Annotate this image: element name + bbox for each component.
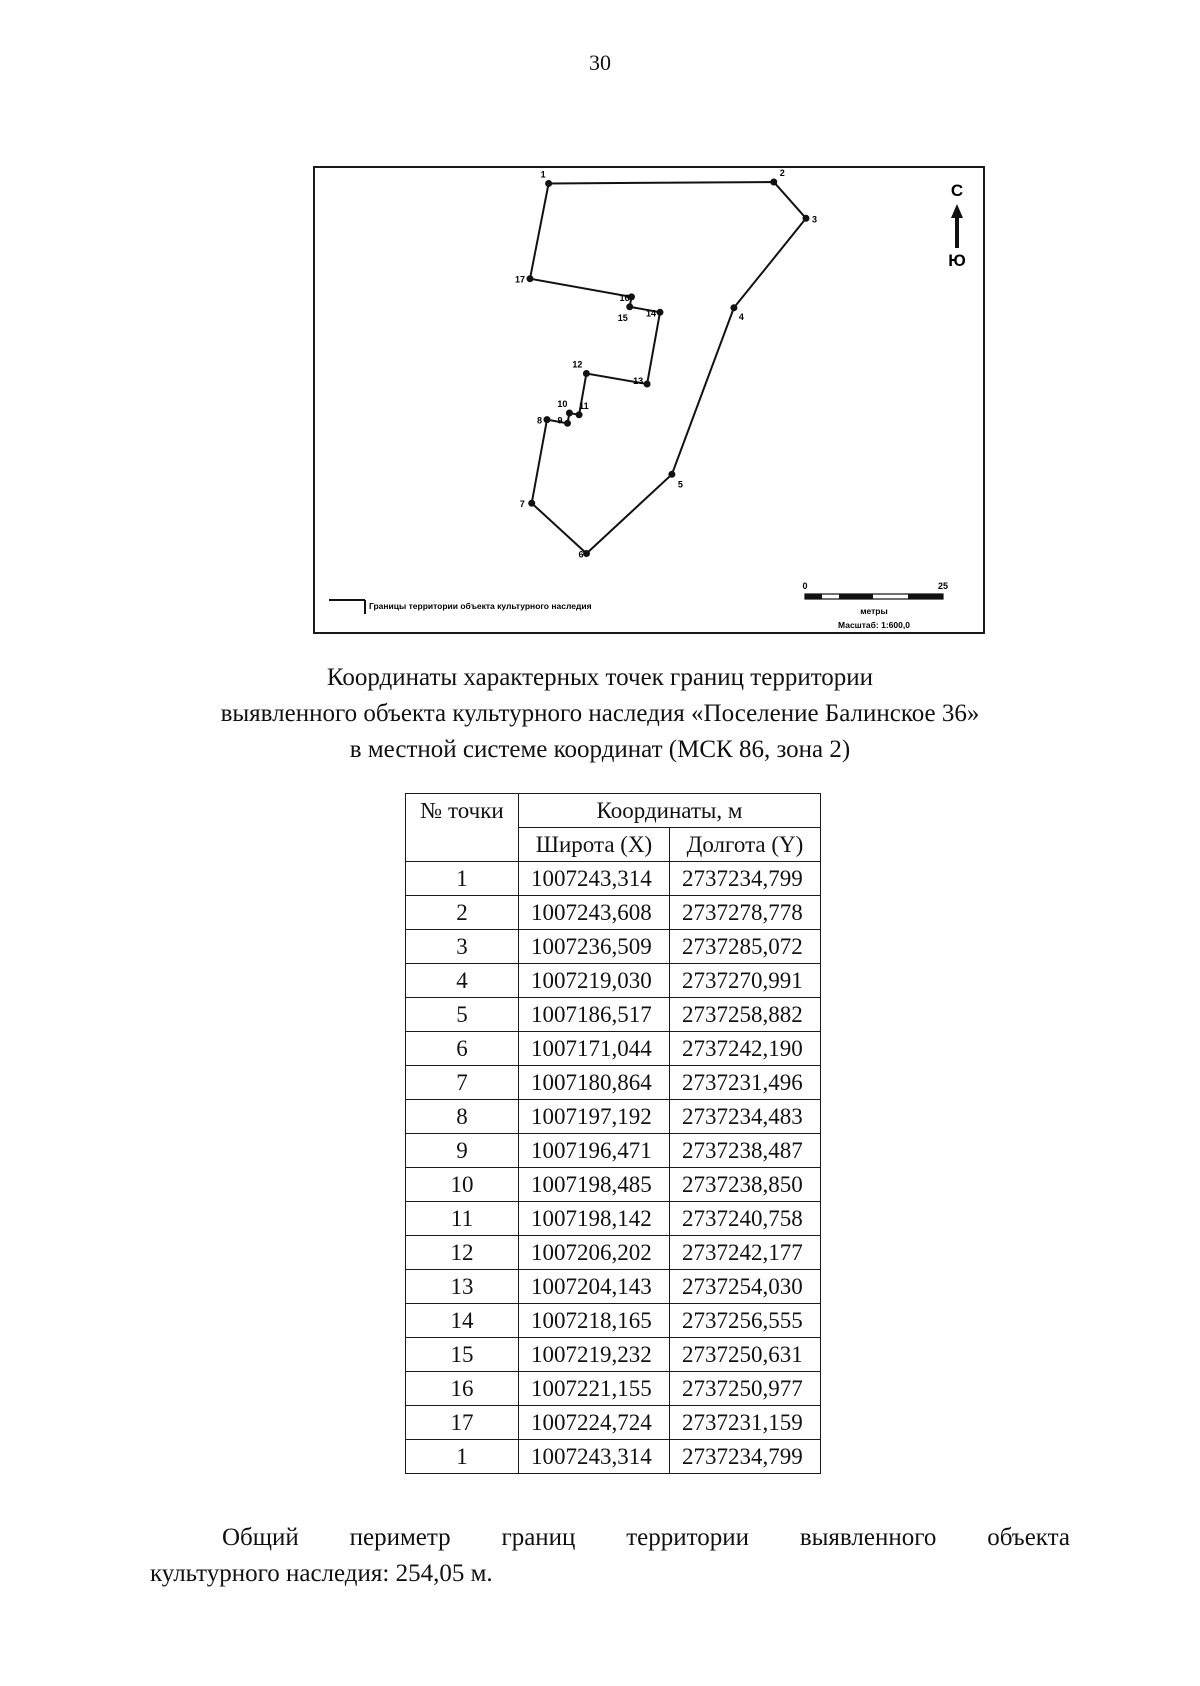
point-number-cell: 6 [406,1032,519,1066]
latitude-cell: 1007206,202 [519,1236,670,1270]
point-number-cell: 15 [406,1338,519,1372]
boundary-point-marker [730,304,737,311]
title-line-1: Координаты характерных точек границ территории [326,664,874,691]
boundary-point-marker [564,420,571,427]
boundary-point-label: 3 [812,214,818,225]
longitude-cell: 2737234,483 [670,1100,821,1134]
boundary-point-label: 12 [572,359,583,370]
table-header-row [406,794,821,828]
point-number-cell: 10 [406,1168,519,1202]
boundary-point-label: 2 [779,168,785,178]
table-row [406,1236,821,1270]
perimeter-line-2: культурного наследия: 254,05 м. [150,1560,493,1587]
scale-unit-label: метры [860,606,888,616]
south-label: Ю [948,251,966,270]
boundary-point-marker [576,411,583,418]
point-number-cell: 7 [406,1066,519,1100]
longitude-cell: 2737254,030 [670,1270,821,1304]
scale-bar-segment [839,594,873,599]
table-row [406,1406,821,1440]
boundary-point-label: 5 [677,479,683,490]
boundary-point-label: 10 [557,399,568,409]
boundary-point-marker [528,500,535,507]
longitude-cell: 2737250,631 [670,1338,821,1372]
table-row [406,1168,821,1202]
boundary-point-marker [527,275,534,282]
boundary-point-marker [644,381,651,388]
point-number-cell: 1 [406,1440,519,1474]
table-row [406,1338,821,1372]
latitude-cell: 1007243,314 [519,1440,670,1474]
scale-bar-segment [908,594,943,599]
perimeter-paragraph [150,1520,1070,1592]
latitude-cell: 1007219,030 [519,964,670,998]
scale-end-label: 25 [937,581,949,591]
latitude-cell: 1007219,232 [519,1338,670,1372]
longitude-cell: 2737231,496 [670,1066,821,1100]
longitude-cell: 2737234,799 [670,1440,821,1474]
longitude-cell: 2737231,159 [670,1406,821,1440]
latitude-cell: 1007224,724 [519,1406,670,1440]
boundary-point-label: 15 [617,312,628,323]
header-coordinates: Координаты, м [519,794,821,828]
boundary-point-label: 6 [578,549,584,560]
table-row [406,964,821,998]
perimeter-word: выявленного [799,1524,937,1551]
latitude-cell: 1007243,314 [519,862,670,896]
longitude-cell: 2737285,072 [670,930,821,964]
boundary-point-marker [583,550,590,557]
point-number-cell: 2 [406,896,519,930]
boundary-point-label: 11 [579,400,589,411]
coordinates-table-body [406,862,821,1474]
latitude-cell: 1007171,044 [519,1032,670,1066]
boundary-point-marker [626,303,633,310]
boundary-point-label: 17 [515,274,526,285]
map-legend [329,600,592,614]
header-longitude-y: Долгота (Y) [670,828,821,862]
north-arrow-head [951,204,963,218]
boundary-point-marker [566,410,573,417]
boundary-map [313,166,985,634]
point-number-cell: 5 [406,998,519,1032]
coordinates-title [120,660,1080,768]
perimeter-word: территории [626,1524,750,1551]
point-number-cell: 11 [406,1202,519,1236]
table-row [406,1032,821,1066]
perimeter-word: периметр [349,1524,451,1551]
longitude-cell: 2737258,882 [670,998,821,1032]
boundary-point-marker [770,179,777,186]
longitude-cell: 2737256,555 [670,1304,821,1338]
latitude-cell: 1007221,155 [519,1372,670,1406]
title-line-2: выявленного объекта культурного наследия «Поселение Балинское 36» [220,700,980,727]
header-point-number: № точки [406,794,519,862]
boundary-point-label: 9 [557,415,563,426]
latitude-cell: 1007196,471 [519,1134,670,1168]
perimeter-word: границ [501,1524,576,1551]
table-row [406,862,821,896]
point-number-cell: 4 [406,964,519,998]
boundary-point-marker [657,309,664,316]
latitude-cell: 1007198,485 [519,1168,670,1202]
table-row [406,1202,821,1236]
scale-bar [802,581,948,630]
longitude-cell: 2737250,977 [670,1372,821,1406]
point-number-cell: 12 [406,1236,519,1270]
perimeter-word: объекта [987,1524,1070,1551]
table-row [406,1134,821,1168]
longitude-cell: 2737238,487 [670,1134,821,1168]
north-label: С [950,181,964,200]
scale-start-label: 0 [802,581,808,591]
scale-bar-segment [805,594,822,599]
boundary-point-label: 1 [540,169,546,180]
boundary-point-label: 16 [619,292,630,303]
longitude-cell: 2737234,799 [670,862,821,896]
boundary-point-label: 8 [537,415,543,426]
perimeter-word: Общий [222,1524,299,1551]
boundary-point-marker [583,370,590,377]
north-arrow [948,181,966,270]
perimeter-line-1 [150,1520,1070,1556]
point-number-cell: 8 [406,1100,519,1134]
longitude-cell: 2737240,758 [670,1202,821,1236]
table-row [406,998,821,1032]
page-number: 30 [589,50,611,75]
point-number-cell: 13 [406,1270,519,1304]
longitude-cell: 2737238,850 [670,1168,821,1202]
latitude-cell: 1007180,864 [519,1066,670,1100]
table-row [406,930,821,964]
table-row [406,1100,821,1134]
table-row [406,1270,821,1304]
boundary-point-label: 4 [738,311,744,322]
latitude-cell: 1007243,608 [519,896,670,930]
boundary-point-marker [803,215,810,222]
boundary-polygon [515,168,817,560]
latitude-cell: 1007198,142 [519,1202,670,1236]
legend-text: Границы территории объекта культурного наследия [369,601,592,611]
longitude-cell: 2737270,991 [670,964,821,998]
point-number-cell: 1 [406,862,519,896]
coordinates-table [405,793,821,1474]
boundary-point-marker [545,180,552,187]
boundary-line [530,182,806,554]
longitude-cell: 2737278,778 [670,896,821,930]
point-number-cell: 16 [406,1372,519,1406]
point-number-cell: 3 [406,930,519,964]
boundary-point-marker [668,471,675,478]
latitude-cell: 1007186,517 [519,998,670,1032]
title-line-3: в местной системе координат (МСК 86, зона 2) [349,736,851,763]
point-number-cell: 14 [406,1304,519,1338]
latitude-cell: 1007218,165 [519,1304,670,1338]
boundary-point-marker [544,416,551,423]
table-row [406,1440,821,1474]
table-row [406,1372,821,1406]
table-row [406,896,821,930]
longitude-cell: 2737242,177 [670,1236,821,1270]
boundary-point-label: 13 [633,376,644,386]
boundary-map-canvas [315,168,987,636]
latitude-cell: 1007204,143 [519,1270,670,1304]
table-row [406,1066,821,1100]
scale-text: Масштаб: 1:600,0 [838,620,910,630]
longitude-cell: 2737242,190 [670,1032,821,1066]
boundary-point-label: 14 [646,308,657,319]
point-number-cell: 9 [406,1134,519,1168]
header-latitude-x: Широта (X) [519,828,670,862]
latitude-cell: 1007236,509 [519,930,670,964]
table-row [406,1304,821,1338]
boundary-point-label: 7 [519,499,525,510]
latitude-cell: 1007197,192 [519,1100,670,1134]
point-number-cell: 17 [406,1406,519,1440]
